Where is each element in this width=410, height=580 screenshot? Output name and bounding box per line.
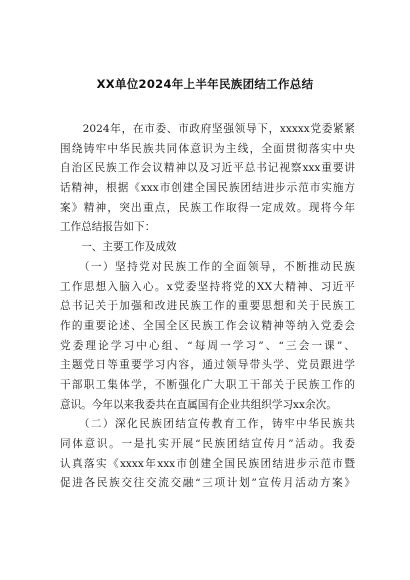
paragraph-line: 工作总结报告如下： — [60, 221, 156, 234]
paragraph-line: 话精神，根据《xxx市创建全国民族团结进步示范市实施方 — [60, 182, 355, 195]
paragraph-line: 总书记关于加强和改进民族工作的重要思想和关于民族工 — [60, 300, 355, 313]
paragraph-line: 2024年，在市委、市政府坚强领导下，xxxxx党委紧紧 — [60, 123, 355, 135]
document-title: XX单位2024年上半年民族团结工作总结 — [96, 77, 314, 91]
document-body — [60, 120, 355, 494]
paragraph-line: 促进各民族交往交流交融“三项计划”宣传月活动方案》 — [60, 477, 355, 490]
section-heading: 一、主要工作及成效 — [60, 241, 177, 254]
paragraph-line: 意识。今年以来我委共在直属国有企业共组织学习xx余次。 — [60, 398, 337, 411]
paragraph-line: 主题党日等重要学习内容，通过领导带头学、党员跟进学 — [60, 359, 355, 372]
paragraph-line: 围绕铸牢中华民族共同体意识为主线，全面贯彻落实中央 — [60, 142, 355, 155]
paragraph-line: 党委理论学习中心组、“每周一学习”、“三会一课”、 — [60, 339, 355, 352]
paragraph-line: 案》精神，突出重点，民族工作取得一定成效。现将今年 — [60, 201, 355, 214]
paragraph-line: 干部职工集体学，不断强化广大职工干部关于民族工作的 — [60, 378, 355, 391]
paragraph-line: （一）坚持党对民族工作的全面领导，不断推动民族 — [60, 260, 355, 273]
paragraph-line: 工作思想入脑入心。x党委坚持将党的XX大精神、习近平 — [60, 280, 355, 293]
paragraph-line: 自治区民族工作会议精神以及习近平总书记视察xxx重要讲 — [60, 162, 355, 175]
paragraph-line: 同体意识。一是扎实开展“民族团结宣传月”活动。我委 — [60, 438, 355, 450]
paragraph-line: （二）深化民族团结宣传教育工作，铸牢中华民族共 — [60, 418, 355, 431]
paragraph-line: 作的重要论述、全国全区民族工作会议精神等纳入党委会 — [60, 319, 355, 332]
paragraph-line: 认真落实《xxxx年xxx市创建全国民族团结进步示范市暨 — [60, 457, 355, 470]
